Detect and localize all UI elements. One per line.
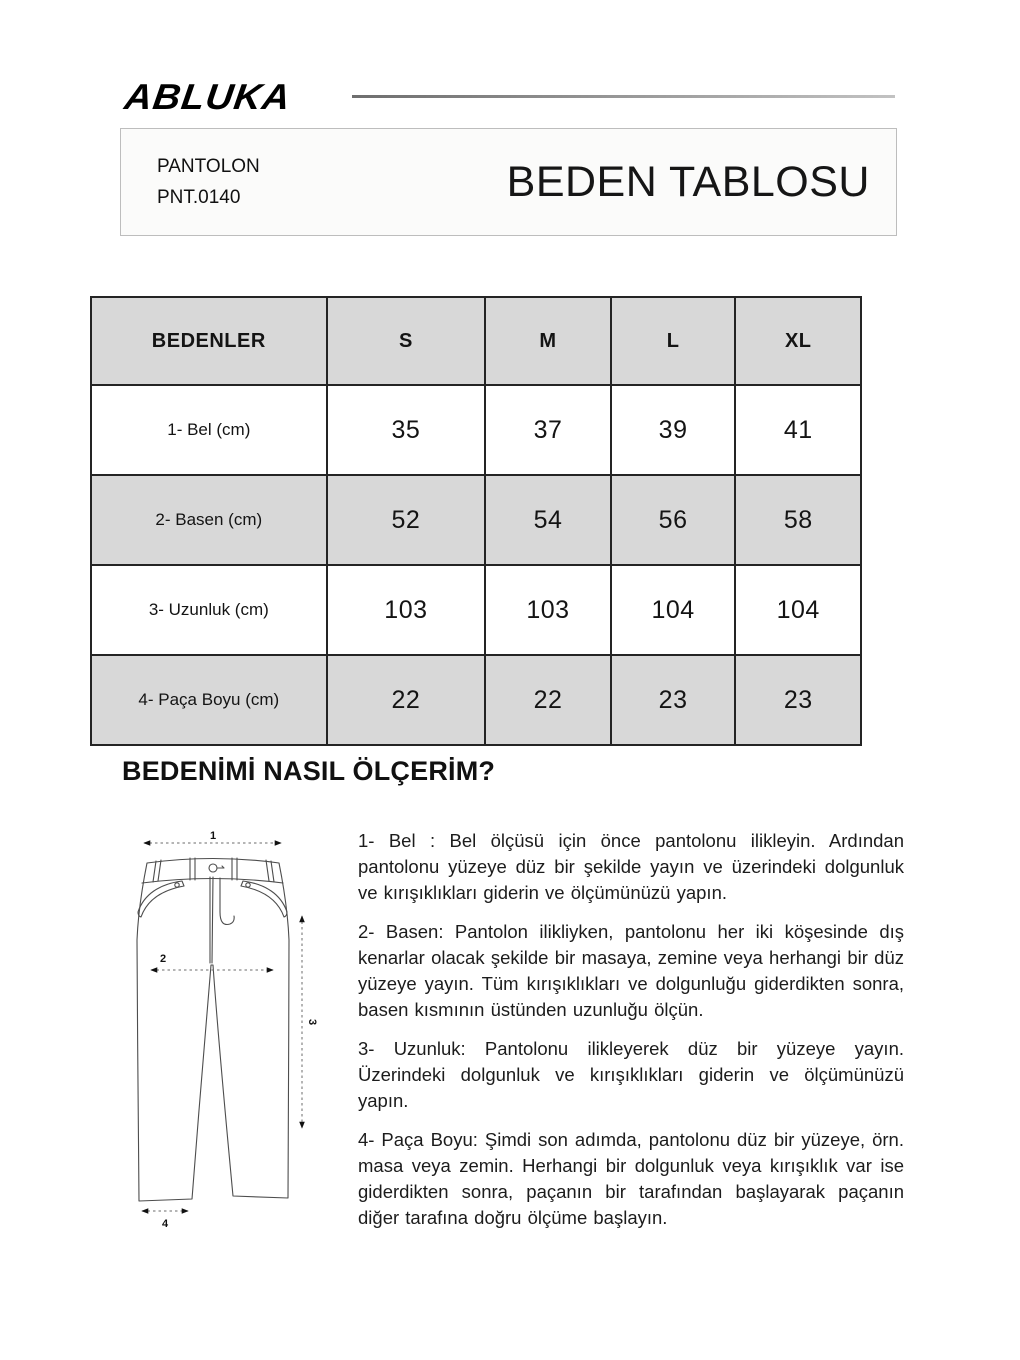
header-divider-line [352, 95, 895, 98]
measure-label-2: 2 [159, 953, 167, 965]
size-col-s: S [327, 297, 486, 385]
size-table-header-row [91, 297, 861, 385]
size-col-m: M [485, 297, 611, 385]
value-cell: 58 [735, 475, 861, 565]
row-label-cell: 2- Basen (cm) [91, 475, 327, 565]
size-table [90, 296, 862, 746]
table-row-paca-boyu [91, 655, 861, 745]
pants-line-drawing [116, 830, 332, 1232]
product-code: PNT.0140 [157, 187, 241, 208]
value-cell: 103 [327, 565, 486, 655]
value-cell: 56 [611, 475, 736, 565]
value-cell: 104 [735, 565, 861, 655]
measure-label-4: 4 [161, 1218, 169, 1230]
value-cell: 22 [327, 655, 486, 745]
instruction-paragraph-basen: 2- Basen: Pantolon ilikliyken, pantolonu her iki köşesinde dış kenarlar olacak şekilde bir masaya, zemine veya herhangi bir düz yüzeye yayın. Tüm kırışıklıkları ve dolgunluğu giderdikten sonra, basen kısmının üstünden uzunluğu ölçün. [358, 921, 904, 1020]
value-cell: 103 [485, 565, 611, 655]
row-label-cell: 4- Paça Boyu (cm) [91, 655, 327, 745]
value-cell: 52 [327, 475, 486, 565]
value-cell: 23 [735, 655, 861, 745]
page-title: BEDEN TABLOSU [506, 157, 870, 206]
howto-heading: BEDENİMİ NASIL ÖLÇERİM? [122, 756, 496, 786]
instruction-paragraph-paca-boyu: 4- Paça Boyu: Şimdi son adımda, pantolonu düz bir yüzeye, örn. masa veya zemin. Herhangi bir dolgunluk veya kırışıklık var ise giderdikten sonra, paçanın bir tarafından başlayarak paçanın diğer tarafına doğru ölçüme başlayın. [358, 1129, 904, 1228]
table-row-basen [91, 475, 861, 565]
measure-arrow-length [302, 916, 318, 1128]
table-row-bel [91, 385, 861, 475]
value-cell: 23 [611, 655, 736, 745]
measure-label-1: 1 [209, 830, 217, 842]
instruction-paragraph-uzunluk: 3- Uzunluk: Pantolonu ilikleyerek düz bir yüzeye yayın. Üzerindeki dolgunluk ve kırışıklıkları giderin ve ölçümünüzü yapın. [358, 1038, 904, 1111]
row-label-cell: 3- Uzunluk (cm) [91, 565, 327, 655]
brand-logo: ABLUKA [122, 76, 294, 117]
value-cell: 54 [485, 475, 611, 565]
size-col-xl: XL [735, 297, 861, 385]
table-row-uzunluk [91, 565, 861, 655]
right-pocket [241, 881, 287, 917]
product-type: PANTOLON [157, 156, 260, 177]
measure-arrow-waist [144, 830, 281, 843]
measurement-instructions [358, 828, 904, 1244]
instruction-paragraph-bel: 1- Bel : Bel ölçüsü için önce pantolonu ilikleyin. Ardından pantolonu yüzeye düz bir şekilde yayın ve üzerindeki dolgunluk ve kırışıklıkları giderin ve ölçümünüzü yapın. [358, 830, 904, 903]
measure-label-3: 3 [306, 1018, 318, 1026]
value-cell: 104 [611, 565, 736, 655]
size-col-l: L [611, 297, 736, 385]
pants-outline [137, 858, 289, 1201]
button-icon [209, 864, 217, 872]
row-label-cell: 1- Bel (cm) [91, 385, 327, 475]
value-cell: 37 [485, 385, 611, 475]
pants-diagram [116, 830, 332, 1232]
sizes-header-cell: BEDENLER [91, 297, 327, 385]
header-box [120, 128, 897, 236]
value-cell: 41 [735, 385, 861, 475]
value-cell: 35 [327, 385, 486, 475]
measure-arrow-hem [142, 1211, 188, 1230]
value-cell: 22 [485, 655, 611, 745]
value-cell: 39 [611, 385, 736, 475]
left-pocket [138, 881, 184, 917]
product-info [121, 151, 260, 213]
